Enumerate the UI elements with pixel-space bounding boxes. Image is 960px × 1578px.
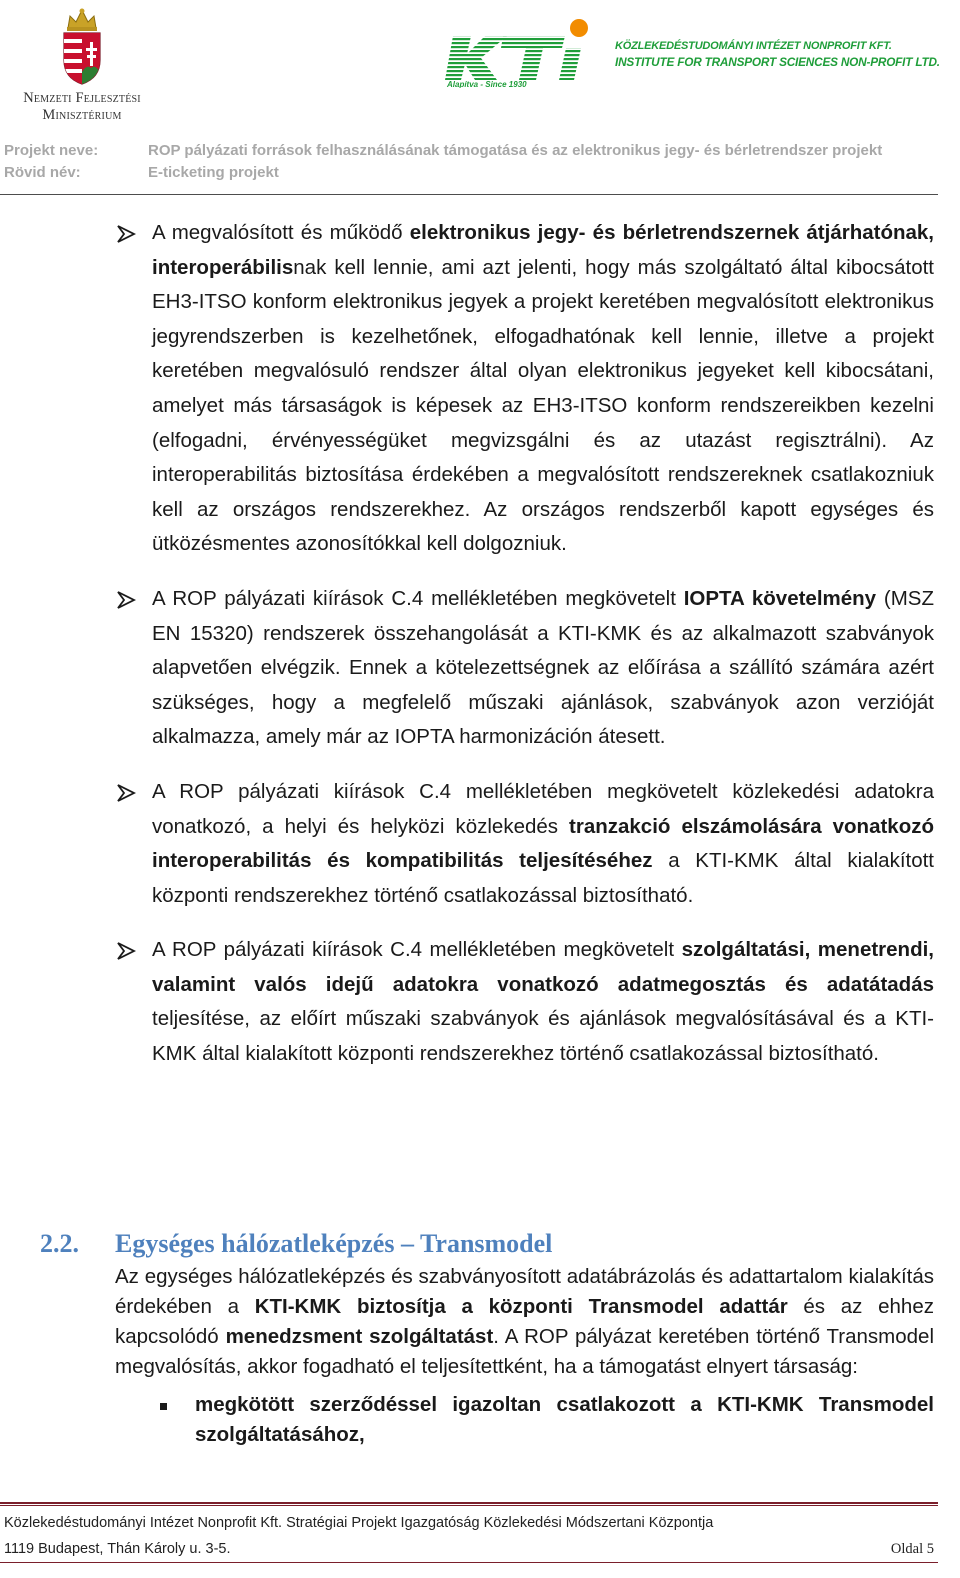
bullet-text: A ROP pályázati kiírások C.4 mellékletében megkövetelt közlekedési adatokra vonatkozó, a helyi és helyközi közlekedés xyxy=(152,779,934,838)
paragraph-text: Az egységes hálózatleképzés és szabványosított adatábrázolás és adattartalom kialakítás érdekében a xyxy=(115,1265,934,1318)
paragraph-text: . A ROP pályázat keretében történő Transmodel megvalósítás, akkor fogadható el teljesítettként, ha a támogatást elnyert társaság: xyxy=(115,1325,934,1378)
bullet-bold-text: IOPTA követelmény xyxy=(683,586,877,610)
paragraph-bold-text: KTI-KMK biztosítja a központi Transmodel adattár xyxy=(254,1295,788,1318)
ministry-logo xyxy=(2,6,162,124)
square-bullet-icon xyxy=(160,1403,167,1410)
bullet-text: A ROP pályázati kiírások C.4 mellékletében megkövetelt xyxy=(152,938,682,962)
arrow-bullet-icon xyxy=(116,784,136,802)
short-name-value: E-ticketing projekt xyxy=(148,164,279,181)
sub-list-item xyxy=(195,1390,934,1450)
project-name-value: ROP pályázati források felhasználásának támogatása és az elektronikus jegy- és bérletrendszer projekt xyxy=(148,142,883,159)
section-title: Egységes hálózatleképzés – Transmodel xyxy=(115,1229,553,1258)
section-paragraph xyxy=(115,1262,934,1382)
footer-divider xyxy=(0,1502,938,1504)
section-heading xyxy=(40,1226,934,1262)
bullet-bold-text: tranzakció elszámolására vonatkozó interoperabilitás és kompatibilitás teljesítéséhez xyxy=(152,814,934,873)
kti-name-hu: KÖZLEKEDÉSTUDOMÁNYI INTÉZET NONPROFIT KFT. xyxy=(615,40,892,52)
bullet-bold-text: szolgáltatási, menetrendi, valamint valós idejű adatokra vonatkozó adatmegosztás és adatátadás xyxy=(152,938,934,996)
section-2-2 xyxy=(40,1226,934,1450)
bullet-text: A ROP pályázati kiírások C.4 mellékletében megkövetelt xyxy=(152,586,684,610)
list-item xyxy=(112,216,934,562)
section-number: 2.2. xyxy=(40,1229,79,1258)
ministry-name xyxy=(2,90,162,124)
list-item xyxy=(112,775,934,913)
kti-name-en: INSTITUTE FOR TRANSPORT SCIENCES NON-PROFIT LTD. xyxy=(615,55,940,69)
arrow-bullet-icon xyxy=(116,591,136,609)
footer-address: 1119 Budapest, Thán Károly u. 3-5. xyxy=(4,1541,231,1557)
kti-logo-icon xyxy=(445,14,595,88)
kti-since-text: Alapítva - Since 1930 xyxy=(447,80,527,88)
paragraph-text: és az ehhez kapcsolódó xyxy=(115,1295,934,1348)
list-item xyxy=(112,582,934,755)
arrow-bullet-icon xyxy=(116,942,136,960)
footer-bottom-divider xyxy=(0,1562,938,1563)
header-divider xyxy=(0,194,938,195)
footer-organization: Közlekedéstudományi Intézet Nonprofit Kft. Stratégiai Projekt Igazgatóság Közlekedési Módszertani Központja xyxy=(4,1515,714,1531)
sub-bullet-text: megkötött szerződéssel igazoltan csatlakozott a KTI-KMK Transmodel szolgáltatásához, xyxy=(195,1393,934,1446)
bullet-bold-text: elektronikus jegy- és bérletrendszernek átjárhatónak, interoperábilis xyxy=(152,221,934,279)
footer-divider xyxy=(0,1505,938,1506)
short-name-label: Rövid név: xyxy=(4,164,81,181)
page-number: Oldal 5 xyxy=(890,1541,934,1557)
ministry-name-line2: Minisztérium xyxy=(42,107,122,123)
bullet-text: nak kell lennie, ami azt jelenti, hogy más szolgáltató által kibocsátott EH3-ITSO konform elektronikus jegyek a projekt keretében megvalósított elektronikus jegyrendszerben is kezelhetőnek, elfogadhatónak kell lennie, illetve a projekt keretében megvalósuló rendszer által olyan elektronikus jegyeket kell kibocsátani, amelyet más társaságok is képesek az EH3-ITSO konform rendszereikben kezelni (elfogadni, érvényességüket megvizsgálni és az utazást regisztrálni). Az interoperabilitás biztosítása érdekében a megvalósított rendszereknek csatlakozniuk kell az országos rendszerekhez. Az országos rendszerből kapott egységes és ütközésmentes azonosítókkal kell dolgozniuk. xyxy=(152,255,934,556)
footer-address-row xyxy=(4,1539,934,1559)
ministry-name-line1: Nemzeti Fejlesztési xyxy=(23,90,141,106)
bullet-text: (MSZ EN 15320) rendszerek összehangolását a KTI-KMK és az alkalmazott szabványok alapvetően elvégzik. Ennek a kötelezettségnek az előírása a szállító számára azért szükséges, hogy a megfelelő műszaki ajánlások, szabványok azon verzióját alkalmazza, amely már az IOPTA harmonizáción átesett. xyxy=(152,586,934,749)
requirements-list xyxy=(112,216,934,1092)
kti-institute-name xyxy=(615,38,940,70)
bullet-text: teljesítése, az előírt műszaki szabványok és ajánlások megvalósításával és a KTI-KMK által kialakított központi rendszerekhez történő csatlakozással biztosítható. xyxy=(152,1007,934,1066)
bullet-text: A megvalósított és működő xyxy=(152,221,410,244)
arrow-bullet-icon xyxy=(116,225,136,243)
hungarian-coat-of-arms-icon xyxy=(60,6,104,86)
project-name-label: Projekt neve: xyxy=(4,142,99,159)
bullet-text: a KTI-KMK által kialakított központi rendszerekhez történő csatlakozással biztosítható. xyxy=(152,849,935,907)
paragraph-bold-text: menedzsment szolgáltatást xyxy=(225,1325,494,1348)
list-item xyxy=(112,933,934,1071)
